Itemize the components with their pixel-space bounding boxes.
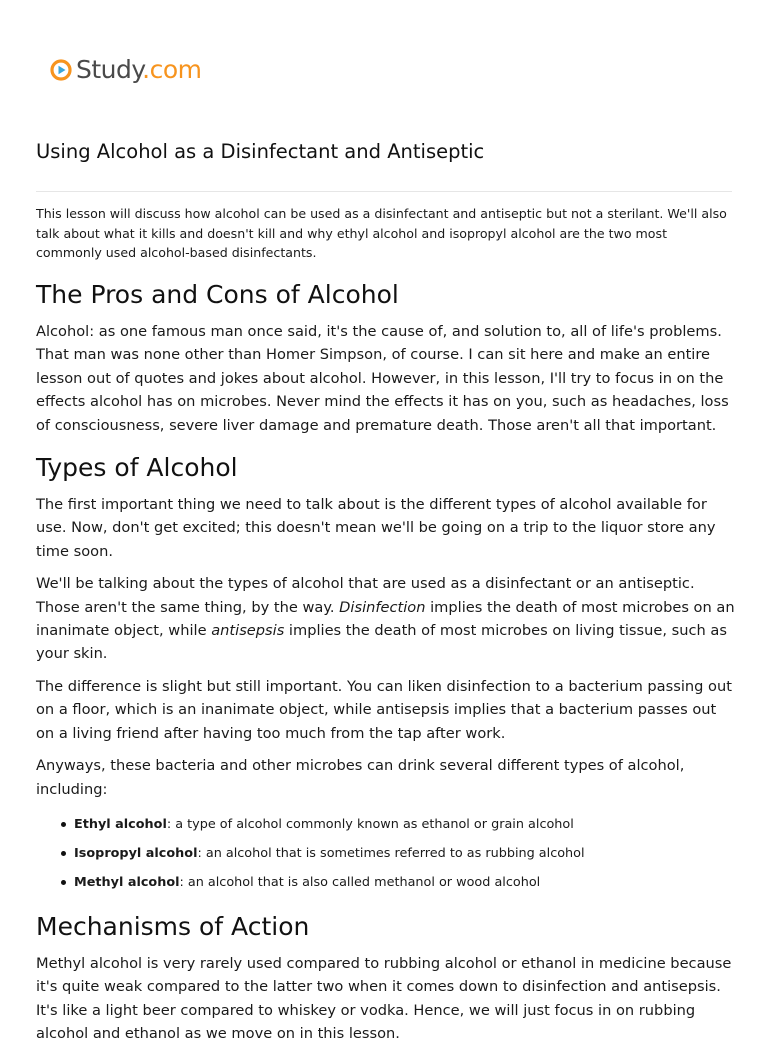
paragraph: Anyways, these bacteria and other microbes can drink several different types of alcohol, including: bbox=[36, 757, 685, 798]
page-title: Using Alcohol as a Disinfectant and Antiseptic bbox=[36, 140, 485, 163]
title-divider bbox=[36, 191, 732, 192]
section-mechanisms bbox=[36, 910, 736, 1046]
term-disinfection: Disinfection bbox=[339, 598, 426, 616]
term-antisepsis: antisepsis bbox=[211, 622, 285, 640]
study-logo[interactable] bbox=[50, 55, 201, 84]
list-item-term: Methyl alcohol bbox=[74, 874, 180, 890]
list-item-term: Isopropyl alcohol bbox=[74, 845, 198, 861]
text-run: We'll be talking about the types of alcohol that are used as a disinfectant or an antiseptic. Those aren't the same thing, by the way. bbox=[36, 575, 695, 616]
list-item-desc: : a type of alcohol commonly known as ethanol or grain alcohol bbox=[166, 816, 574, 832]
paragraph: Alcohol: as one famous man once said, it's the cause of, and solution to, all of life's problems. That man was none other than Homer Simpson, of course. I can sit here and make an entire lesson out of quotes and jokes about alcohol. However, in this lesson, I'll try to focus in on the effects alcohol has on microbes. Never mind the effects it has on you, such as headaches, loss of consciousness, severe liver damage and premature death. Those aren't all that important. bbox=[36, 323, 729, 434]
paragraph bbox=[36, 572, 736, 666]
logo-word: Study bbox=[76, 55, 143, 84]
text-run: implies the death of most microbes on an inanimate object, while bbox=[36, 598, 735, 640]
study-logo-icon bbox=[50, 59, 72, 81]
logo-wordmark bbox=[76, 55, 201, 84]
list-item bbox=[74, 844, 736, 863]
paragraph: The first important thing we need to talk about is the different types of alcohol available for use. Now, don't get excited; this doesn't mean we'll be going on a trip to the liquor store any time soon. bbox=[36, 496, 716, 560]
section-heading: The Pros and Cons of Alcohol bbox=[36, 280, 399, 309]
section-heading: Mechanisms of Action bbox=[36, 911, 310, 941]
logo-tld: .com bbox=[142, 55, 202, 84]
section-heading: Types of Alcohol bbox=[36, 453, 238, 483]
lesson-content bbox=[36, 278, 736, 1055]
lesson-summary: This lesson will discuss how alcohol can be used as a disinfectant and antiseptic but not a sterilant. We'll also talk about what it kills and doesn't kill and why ethyl alcohol and isopropyl alcohol are the two most commonly used alcohol-based disinfectants. bbox=[36, 206, 727, 260]
section-pros-cons bbox=[36, 278, 736, 437]
section-types bbox=[36, 451, 736, 892]
paragraph: The difference is slight but still important. You can liken disinfection to a bacterium passing out on a floor, which is an inanimate object, while antisepsis implies that a bacterium passes out on a living friend after having too much from the tap after work. bbox=[36, 677, 732, 742]
list-item-desc: : an alcohol that is also called methanol or wood alcohol bbox=[179, 874, 541, 890]
alcohol-types-list bbox=[36, 815, 736, 892]
list-item bbox=[74, 873, 736, 892]
text-run: implies the death of most microbes on living tissue, such as your skin. bbox=[36, 622, 727, 663]
list-item-desc: : an alcohol that is sometimes referred to as rubbing alcohol bbox=[197, 845, 585, 861]
list-item-term: Ethyl alcohol bbox=[74, 816, 167, 832]
paragraph: Methyl alcohol is very rarely used compared to rubbing alcohol or ethanol in medicine because it's quite weak compared to the latter two when it comes down to disinfection and antisepsis. It's like a light beer compared to whiskey or vodka. Hence, we will just focus in on rubbing alcohol and ethanol as we move on in this lesson. bbox=[36, 954, 732, 1043]
list-item bbox=[74, 815, 736, 834]
